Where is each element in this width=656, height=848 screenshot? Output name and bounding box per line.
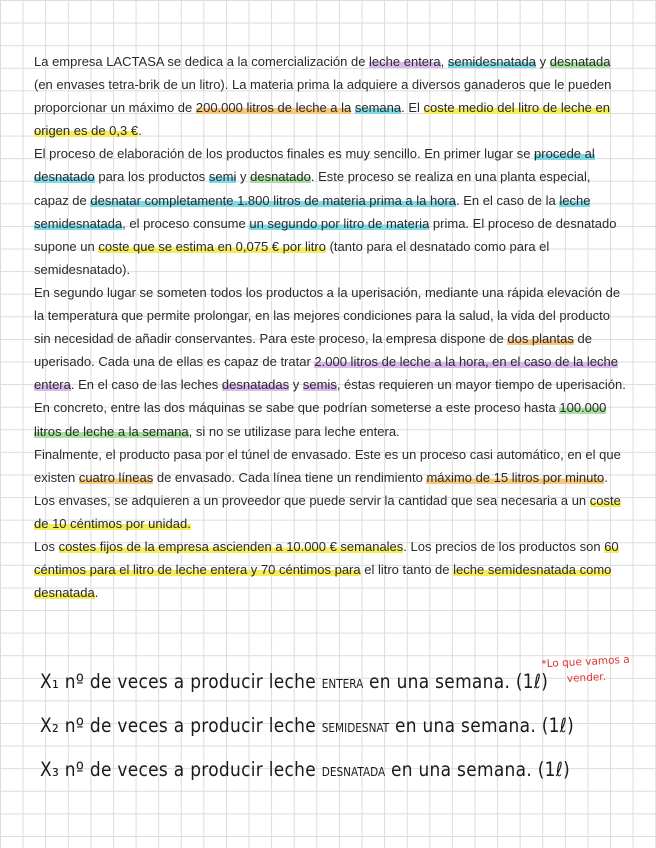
hw-product: ENTERA [321,677,364,692]
text-segment: , si no se utilizase para leche entera. [188,423,400,439]
handwritten-variable-x3 [40,759,570,782]
handwritten-note: *Lo que vamos a vender. [541,653,631,686]
text-segment: El proceso de elaboración de los productos finales es muy sencillo. En primer lugar se [34,146,535,162]
hw-text: X₁ nº de veces a producir leche [40,670,317,694]
text-segment: . Los precios de los productos son [403,538,605,554]
highlighted-text: semana [354,100,402,116]
highlighted-text: 100.000 litros de leche a la semana [34,400,607,439]
text-segment: La empresa LACTASA se dedica a la comercialización de [34,54,370,69]
highlighted-text: 60 céntimos para el litro de leche entera y 70 céntimos para [34,538,619,578]
highlighted-text: semidesnatada [447,54,537,69]
handwritten-variable-x1 [40,671,548,694]
highlighted-text: leche semidesnatada [34,192,591,231]
hw-text: en una semana. (1ℓ) [369,670,549,694]
highlighted-text: 200.000 litros de leche a la [195,100,352,116]
text-segment: , el proceso consume [122,215,250,231]
text-segment: Los [34,538,59,554]
text-segment: En segundo lugar se someten todos los productos a la uperisación, mediante una rápida elevación de la temperatura que permite prolongar, en las mejores condiciones para la salud, la vida del producto sin necesidad de añadir conservantes. Para este proceso, la empresa dispone de [34,284,621,347]
paragraph [34,50,626,142]
highlighted-text: dos plantas [507,331,574,347]
highlighted-text: máximo de 15 litros por minuto [426,469,605,485]
paragraph [34,281,626,443]
text-segment: prima. El proceso de desnatado supone un [34,215,617,254]
problem-statement [34,50,626,604]
highlighted-text: desnatada [549,54,611,69]
text-segment: el litro tanto de [360,562,454,578]
highlighted-text: un segundo por litro de materia [249,215,430,231]
highlighted-text: procede al desnatado [34,146,595,185]
text-segment: . El [401,100,424,116]
text-segment: y [289,377,303,393]
text-segment: . [94,585,99,601]
highlighted-text: coste que se estima en 0,075 € por litro [98,238,326,254]
text-segment: y [236,169,251,185]
text-segment: . [138,123,142,139]
paragraph [34,142,626,281]
hw-text: en una semana. (1ℓ) [394,714,575,738]
paragraph [34,443,626,535]
text-segment: de uperisado. Cada una de ellas es capaz de tratar [34,331,592,370]
highlighted-text: semis [302,377,337,393]
hw-text: X₃ nº de veces a producir leche [40,758,317,782]
hw-product: SEMIDESNAT [321,721,390,736]
highlighted-text: leche semidesnatada como desnatada [34,562,612,601]
text-segment: . En el caso de la [456,192,560,208]
highlighted-text: coste medio del litro de leche en origen es de 0,3 € [34,100,610,139]
highlighted-text: desnatado [250,169,311,185]
highlighted-text: desnatar completamente 1.800 litros de materia prima a la hora [90,192,457,208]
text-segment: de envasado. Cada línea tiene un rendimiento [153,469,427,485]
highlighted-text: coste de 10 céntimos por unidad. [34,492,621,531]
hw-text: en una semana. (1ℓ) [390,758,571,782]
text-segment: Finalmente, el producto pasa por el túnel de envasado. Este es un proceso casi automático, en el que existen [34,446,621,485]
highlighted-text: cuatro líneas [78,469,154,485]
highlighted-text: desnatadas [221,377,290,393]
handwritten-variable-x2 [40,715,574,738]
text-segment: y [536,54,550,69]
highlighted-text: leche entera [369,54,441,69]
highlighted-text: costes fijos de la empresa ascienden a 10.000 € semanales [58,538,404,554]
text-segment: , éstas requieren un mayor tiempo de uperisación. En concreto, entre las dos máquinas se sabe que podrían someterse a este proceso hasta [34,377,626,416]
text-segment: (en envases tetra-brik de un litro). La materia prima la adquiere a diversos ganaderos que le pueden proporcionar un máximo de [34,77,612,116]
text-segment: para los productos [94,169,209,185]
hw-text: X₂ nº de veces a producir leche [40,714,317,738]
hw-product: DESNATADA [321,765,386,780]
text-segment: . En el caso de las leches [70,377,222,393]
text-segment: . Este proceso se realiza en una planta especial, capaz de [34,169,591,208]
text-segment: . Los envases, se adquieren a un proveedor que puede servir la cantidad que sea necesaria a un [34,469,608,508]
text-segment: , [440,54,448,69]
highlighted-text: semi [208,169,237,185]
text-segment: (tanto para el desnatado como para el semidesnatado). [34,238,550,277]
paragraph [34,535,626,604]
highlighted-text: 2.000 litros de leche a la hora, en el caso de la leche entera [34,354,618,393]
